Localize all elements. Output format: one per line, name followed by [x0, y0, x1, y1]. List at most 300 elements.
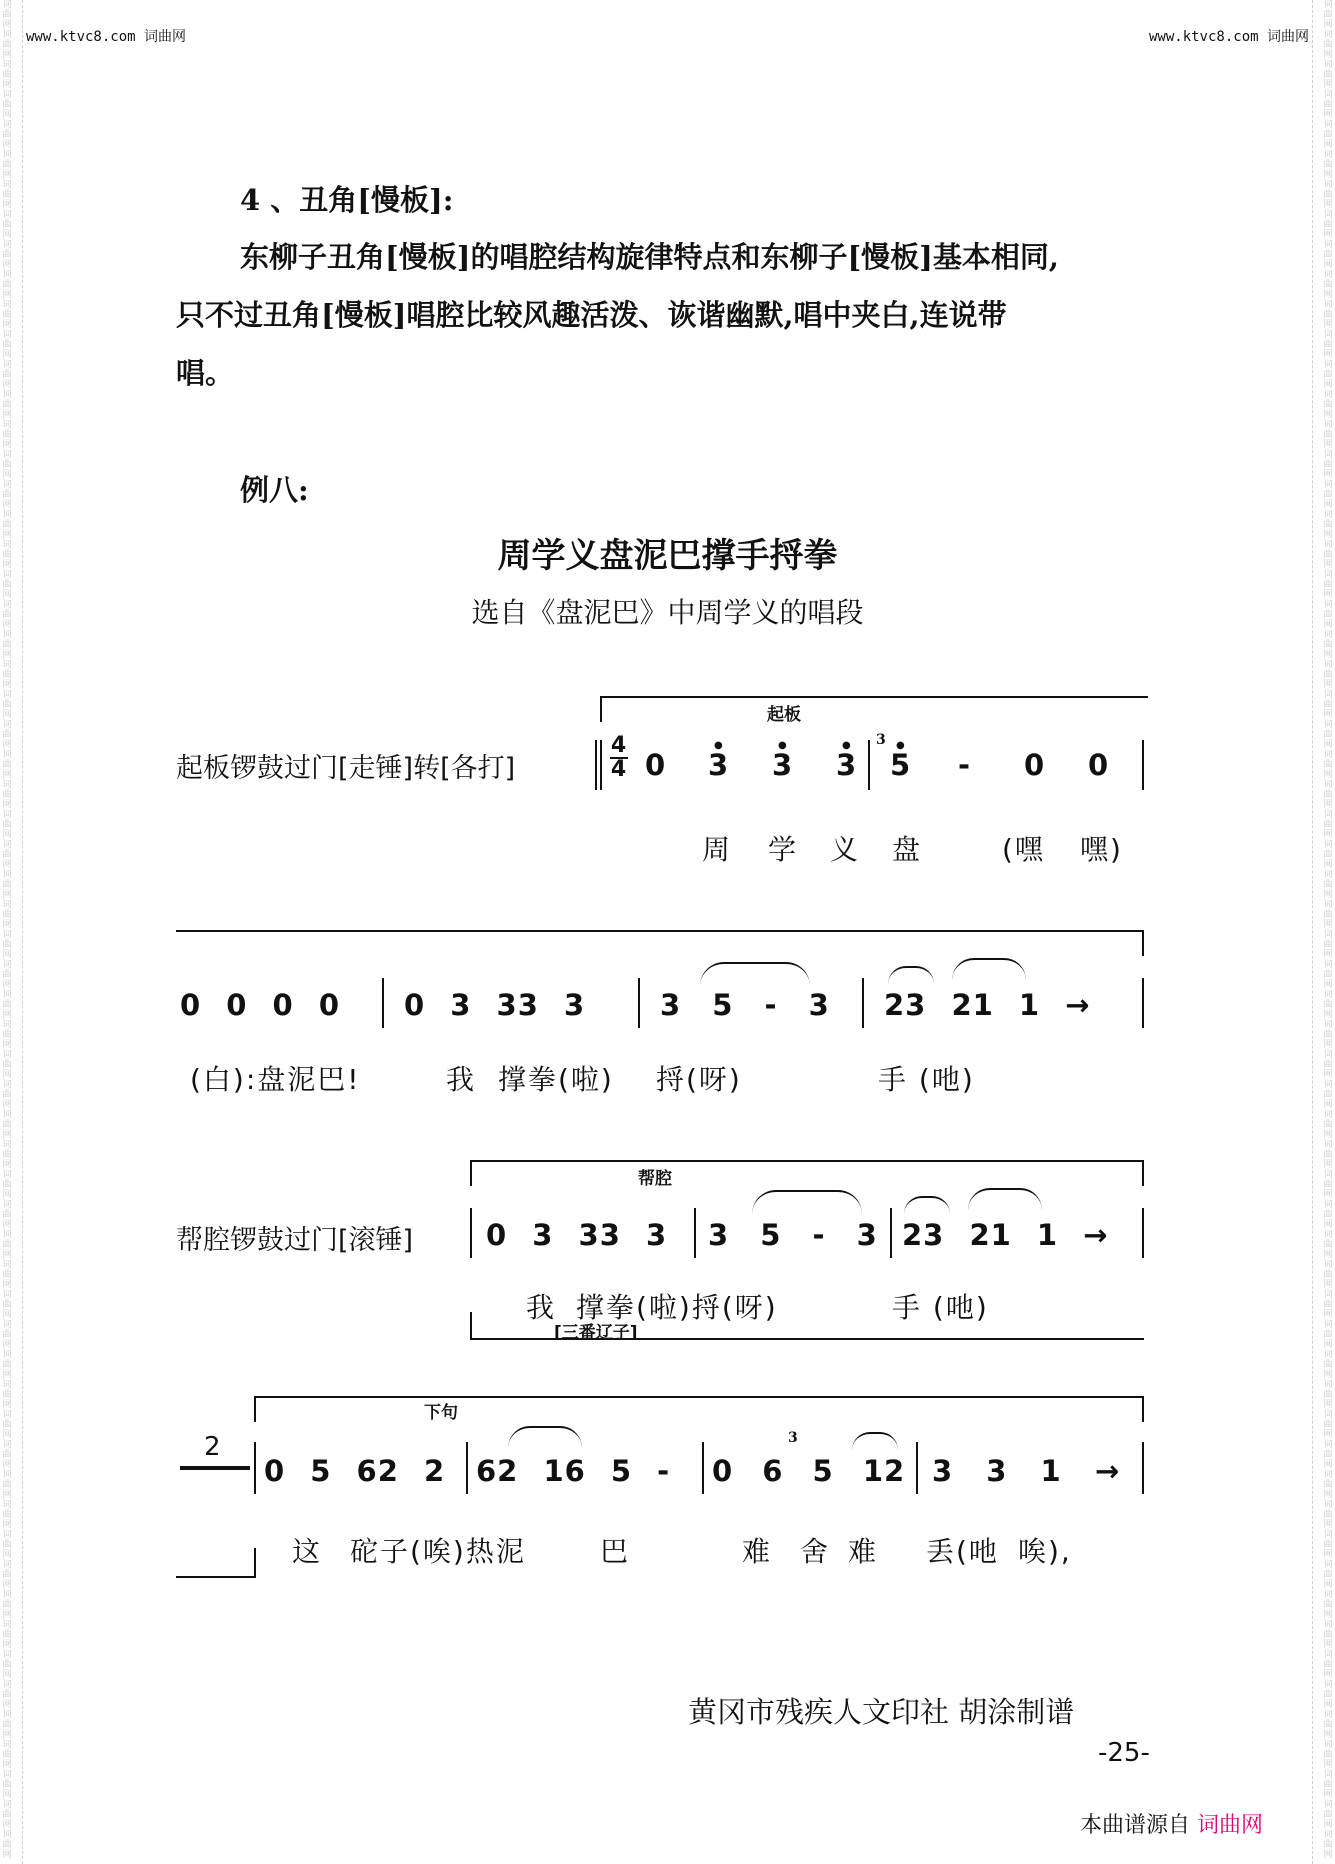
edge-watermark-char: 网 [2, 1580, 12, 1590]
edge-watermark-char: 词 [2, 990, 12, 1000]
example-label: 例八: [240, 473, 309, 507]
edge-watermark-char: 曲 [2, 310, 12, 320]
edge-watermark-char: 网 [1323, 1160, 1333, 1170]
source-note[interactable] [1080, 1808, 1263, 1839]
edge-watermark-char: 词 [1323, 210, 1333, 220]
edge-watermark-char: 词 [2, 1470, 12, 1480]
edge-watermark-char: 词 [1323, 300, 1333, 310]
edge-watermark-char: 网 [1323, 680, 1333, 690]
edge-watermark-char: 词 [1323, 420, 1333, 430]
section-marker: 下句 [424, 1403, 458, 1423]
edge-watermark-char: 曲 [1323, 370, 1333, 380]
edge-watermark-char: 曲 [1323, 700, 1333, 710]
piece-title: 周学义盘泥巴撑手捋拳 [497, 536, 838, 576]
edge-watermark-char: 网 [1323, 290, 1333, 300]
edge-watermark-char: 词 [1323, 840, 1333, 850]
slur [752, 1190, 862, 1214]
edge-watermark-char: 网 [2, 50, 12, 60]
edge-watermark-char: 词 [2, 1440, 12, 1450]
edge-watermark-char: 网 [2, 80, 12, 90]
edge-watermark-char: 网 [2, 1010, 12, 1020]
edge-watermark-char: 网 [1323, 380, 1333, 390]
edge-watermark-char: 曲 [1323, 1720, 1333, 1730]
edge-watermark-char: 词 [1323, 1260, 1333, 1270]
bracket-top-line [470, 1160, 1144, 1162]
slur [700, 962, 810, 986]
edge-watermark-char: 网 [1323, 1820, 1333, 1830]
edge-watermark-char: 网 [1323, 1580, 1333, 1590]
edge-watermark-char: 曲 [1323, 1540, 1333, 1550]
edge-watermark-char: 曲 [1323, 670, 1333, 680]
edge-watermark-char: 曲 [1323, 100, 1333, 110]
edge-watermark-char: 网 [2, 1610, 12, 1620]
edge-watermark-char: 词 [1323, 810, 1333, 820]
edge-watermark-char: 曲 [1323, 1390, 1333, 1400]
paragraph-line-3: 唱。 [176, 356, 235, 390]
edge-watermark-char: 曲 [1323, 1000, 1333, 1010]
edge-watermark-char: 词 [2, 1650, 12, 1660]
edge-watermark-char: 曲 [2, 1540, 12, 1550]
lyric: 难 [848, 1535, 879, 1568]
slur [952, 958, 1026, 980]
lyric: (嘿 [1002, 833, 1045, 866]
measure: 3 3 1 → [932, 1454, 1121, 1488]
edge-watermark-char: 网 [2, 140, 12, 150]
edge-watermark-char: 曲 [2, 670, 12, 680]
edge-watermark-char: 词 [1323, 540, 1333, 550]
edge-watermark-char: 曲 [1323, 730, 1333, 740]
edge-watermark-char: 曲 [1323, 1630, 1333, 1640]
edge-watermark-char: 词 [2, 1770, 12, 1780]
edge-watermark-char: 网 [2, 320, 12, 330]
edge-watermark-char: 词 [1323, 990, 1333, 1000]
line-prefix: 帮腔锣鼓过门[滚锤] [176, 1225, 414, 1256]
edge-watermark-char: 曲 [2, 1060, 12, 1070]
edge-watermark-char: 曲 [2, 1210, 12, 1220]
edge-watermark-char: 网 [2, 1490, 12, 1500]
edge-watermark-char: 词 [2, 1170, 12, 1180]
note: 0 [645, 748, 667, 782]
barline [470, 1208, 472, 1258]
edge-watermark-char: 曲 [1323, 1270, 1333, 1280]
bracket-bottom-line [176, 1576, 256, 1578]
edge-watermark-char: 曲 [2, 130, 12, 140]
edge-watermark-char: 网 [2, 1250, 12, 1260]
edge-watermark-char: 网 [2, 350, 12, 360]
edge-watermark-char: 曲 [1323, 310, 1333, 320]
edge-watermark-char: 网 [1323, 410, 1333, 420]
edge-watermark-char: 曲 [2, 850, 12, 860]
bracket-bottom-tick [254, 1548, 256, 1576]
edge-watermark-char: 词 [1323, 120, 1333, 130]
note: 0 [1088, 748, 1110, 782]
edge-watermark-char: 词 [1323, 1050, 1333, 1060]
edge-watermark-char: 曲 [1323, 1120, 1333, 1130]
edge-watermark-char: 网 [2, 1160, 12, 1170]
edge-watermark-char: 网 [1323, 1610, 1333, 1620]
edge-watermark-char: 网 [2, 1520, 12, 1530]
edge-watermark-char: 词 [2, 1050, 12, 1060]
edge-watermark-char: 词 [1323, 30, 1333, 40]
edge-watermark-char: 曲 [1323, 280, 1333, 290]
right-edge-watermark [1321, 0, 1335, 1864]
edge-watermark-char: 网 [2, 860, 12, 870]
edge-watermark-char: 词 [2, 660, 12, 670]
barline [916, 1442, 918, 1494]
edge-watermark-char: 网 [1323, 620, 1333, 630]
lyric: 砣子(唉)热泥 [350, 1535, 526, 1568]
barline [595, 740, 597, 790]
edge-watermark-char: 网 [1323, 650, 1333, 660]
measure: 3 5 - 3 [660, 988, 830, 1022]
edge-watermark-char: 网 [2, 1340, 12, 1350]
edge-watermark-char: 曲 [2, 1390, 12, 1400]
edge-watermark-char: 网 [2, 1220, 12, 1230]
edge-watermark-char: 词 [2, 1260, 12, 1270]
edge-watermark-char: 曲 [1323, 460, 1333, 470]
edge-watermark-char: 曲 [1323, 1060, 1333, 1070]
edge-watermark-char: 网 [1323, 320, 1333, 330]
edge-watermark-char: 网 [1323, 140, 1333, 150]
line-prefix: 起板锣鼓过门[走锤]转[各打] [176, 753, 516, 784]
edge-watermark-char: 网 [2, 1190, 12, 1200]
edge-watermark-char: 曲 [2, 430, 12, 440]
edge-watermark-char: 词 [2, 120, 12, 130]
grace-note: 3 [876, 732, 886, 748]
edge-watermark-char: 词 [2, 480, 12, 490]
time-signature-bottom: 4 [610, 757, 628, 782]
edge-watermark-char: 词 [1323, 0, 1333, 10]
edge-watermark-char: 曲 [1323, 580, 1333, 590]
octave-dot: ● [714, 740, 723, 751]
barline [1142, 978, 1144, 1028]
bracket-right-tick [1142, 1396, 1144, 1422]
barline [868, 740, 870, 790]
edge-watermark-char: 曲 [1323, 250, 1333, 260]
section-marker: 帮腔 [638, 1169, 672, 1189]
edge-watermark-char: 词 [1323, 870, 1333, 880]
barline [600, 740, 602, 790]
edge-watermark-char: 曲 [1323, 1780, 1333, 1790]
edge-watermark-char: 网 [2, 380, 12, 390]
edge-watermark-char: 网 [1323, 590, 1333, 600]
edge-watermark-char: 词 [1323, 1290, 1333, 1300]
bracket-top-line [254, 1396, 1144, 1398]
edge-watermark-char: 曲 [1323, 1600, 1333, 1610]
edge-watermark-char: 词 [1323, 1020, 1333, 1030]
edge-watermark-char: 曲 [2, 910, 12, 920]
edge-watermark-char: 词 [1323, 630, 1333, 640]
edge-watermark-char: 词 [1323, 570, 1333, 580]
edge-watermark-char: 曲 [2, 1840, 12, 1850]
octave-dot: ● [896, 740, 905, 751]
edge-watermark-char: 词 [1323, 360, 1333, 370]
edge-watermark-char: 词 [2, 870, 12, 880]
edge-watermark-char: 曲 [1323, 1210, 1333, 1220]
edge-watermark-char: 曲 [1323, 1090, 1333, 1100]
edge-watermark-char: 曲 [2, 790, 12, 800]
header-site-left[interactable]: www.ktvc8.com 词曲网 [26, 29, 187, 45]
edge-watermark-char: 网 [1323, 1340, 1333, 1350]
edge-watermark-char: 词 [2, 420, 12, 430]
edge-watermark-char: 曲 [2, 880, 12, 890]
edge-watermark-char: 词 [2, 60, 12, 70]
edge-watermark-char: 网 [1323, 980, 1333, 990]
measure: 0 3 33 3 [486, 1218, 668, 1252]
edge-watermark-char: 曲 [1323, 820, 1333, 830]
edge-watermark-char: 词 [1323, 780, 1333, 790]
edge-watermark-char: 曲 [1323, 940, 1333, 950]
measure: 0 6 5 12 [712, 1454, 906, 1488]
edge-watermark-char: 词 [2, 1560, 12, 1570]
edge-watermark-char: 网 [2, 1460, 12, 1470]
edge-watermark-char: 网 [2, 1370, 12, 1380]
edge-watermark-char: 词 [2, 1500, 12, 1510]
edge-watermark-char: 曲 [1323, 1330, 1333, 1340]
lyric: (白):盘泥巴! [190, 1063, 361, 1096]
bracket-top-line [600, 696, 1148, 698]
edge-watermark-char: 曲 [1323, 190, 1333, 200]
edge-watermark-char: 曲 [1323, 880, 1333, 890]
edge-watermark-char: 网 [1323, 740, 1333, 750]
edge-watermark-char: 网 [2, 980, 12, 990]
barline [382, 978, 384, 1028]
edge-watermark-char: 词 [2, 540, 12, 550]
edge-watermark-char: 网 [1323, 560, 1333, 570]
edge-watermark-char: 词 [1323, 1740, 1333, 1750]
edge-watermark-char: 曲 [2, 370, 12, 380]
edge-watermark-char: 网 [2, 470, 12, 480]
edge-watermark-char: 曲 [1323, 1450, 1333, 1460]
bracket-left-tick [254, 1396, 256, 1422]
edge-watermark-char: 曲 [2, 1480, 12, 1490]
edge-watermark-char: 词 [1323, 930, 1333, 940]
edge-watermark-char: 曲 [2, 700, 12, 710]
edge-watermark-char: 曲 [2, 1450, 12, 1460]
edge-watermark-char: 词 [1323, 1380, 1333, 1390]
edge-watermark-char: 曲 [1323, 1030, 1333, 1040]
edge-watermark-char: 词 [2, 240, 12, 250]
section-heading: 4 、丑角[慢板]: [240, 183, 454, 217]
edge-watermark-char: 词 [1323, 1440, 1333, 1450]
edge-watermark-char: 网 [2, 740, 12, 750]
edge-watermark-char: 曲 [1323, 1660, 1333, 1670]
edge-watermark-char: 词 [1323, 510, 1333, 520]
edge-watermark-char: 词 [2, 720, 12, 730]
edge-watermark-char: 网 [1323, 440, 1333, 450]
edge-watermark-char: 曲 [2, 1750, 12, 1760]
edge-watermark-char: 词 [1323, 390, 1333, 400]
lyric: 嘿) [1080, 833, 1123, 866]
edge-watermark-char: 网 [1323, 530, 1333, 540]
right-edge-divider [1312, 0, 1313, 1864]
edge-watermark-char: 曲 [2, 10, 12, 20]
edge-watermark-char: 曲 [2, 1180, 12, 1190]
lyric: 手 (吔) [892, 1291, 989, 1324]
edge-watermark-char: 词 [2, 1320, 12, 1330]
source-brand-link[interactable]: 词曲网 [1197, 1813, 1264, 1838]
edge-watermark-char: 曲 [1323, 490, 1333, 500]
edge-watermark-char: 词 [2, 570, 12, 580]
edge-watermark-char: 曲 [1323, 520, 1333, 530]
note: - [958, 748, 972, 782]
edge-watermark-char: 曲 [1323, 790, 1333, 800]
left-edge-watermark [0, 0, 14, 1864]
edge-watermark-char: 网 [1323, 170, 1333, 180]
edge-watermark-char: 网 [2, 620, 12, 630]
note: 3 [836, 748, 858, 782]
barline [254, 1442, 256, 1494]
edge-watermark-char: 词 [1323, 1410, 1333, 1420]
edge-watermark-char: 网 [2, 590, 12, 600]
lyric: 舍 [800, 1535, 831, 1568]
edge-watermark-char: 词 [1323, 690, 1333, 700]
lyric: 捋(呀) [656, 1063, 742, 1096]
edge-watermark-char: 曲 [1323, 550, 1333, 560]
edge-watermark-char: 曲 [2, 1330, 12, 1340]
edge-watermark-char: 曲 [2, 40, 12, 50]
edge-watermark-char: 词 [2, 1830, 12, 1840]
edge-watermark-char: 网 [2, 650, 12, 660]
edge-watermark-char: 词 [1323, 270, 1333, 280]
edge-watermark-char: 曲 [2, 190, 12, 200]
paragraph-line-2: 只不过丑角[慢板]唱腔比较风趣活泼、诙谐幽默,唱中夹白,连说带 [176, 298, 1007, 332]
edge-watermark-char: 曲 [2, 1600, 12, 1610]
edge-watermark-char: 曲 [1323, 910, 1333, 920]
measure: 0 3 33 3 [404, 988, 586, 1022]
edge-watermark-char: 网 [2, 680, 12, 690]
edge-watermark-char: 曲 [2, 1360, 12, 1370]
edge-watermark-char: 网 [1323, 1250, 1333, 1260]
edge-watermark-char: 词 [2, 180, 12, 190]
edge-watermark-char: 曲 [2, 640, 12, 650]
edge-watermark-char: 曲 [1323, 850, 1333, 860]
edge-watermark-char: 词 [2, 1380, 12, 1390]
barline [638, 978, 640, 1028]
slur [968, 1188, 1042, 1210]
edge-watermark-char: 网 [1323, 800, 1333, 810]
barline [1142, 740, 1144, 790]
edge-watermark-char: 词 [1323, 1560, 1333, 1570]
lyric: 这 [292, 1535, 323, 1568]
edge-watermark-char: 曲 [2, 520, 12, 530]
edge-watermark-char: 曲 [1323, 400, 1333, 410]
edge-watermark-char: 网 [2, 1820, 12, 1830]
edge-watermark-char: 词 [2, 1200, 12, 1210]
edge-watermark-char: 词 [2, 1680, 12, 1690]
edge-watermark-char: 词 [2, 750, 12, 760]
edge-watermark-char: 网 [2, 1850, 12, 1860]
time-signature [610, 735, 628, 781]
measure: 0 0 0 0 [180, 988, 341, 1022]
edge-watermark-char: 曲 [2, 250, 12, 260]
edge-watermark-char: 曲 [1323, 10, 1333, 20]
edge-watermark-char: 网 [1323, 890, 1333, 900]
edge-watermark-char: 网 [2, 710, 12, 720]
edge-watermark-char: 网 [2, 950, 12, 960]
edge-watermark-char: 词 [2, 1800, 12, 1810]
measure: 3 5 - 3 [708, 1218, 878, 1252]
edge-watermark-char: 网 [2, 230, 12, 240]
measure: 23 21 1 → [884, 988, 1091, 1022]
edge-watermark-char: 网 [1323, 1430, 1333, 1440]
edge-watermark-char: 网 [1323, 200, 1333, 210]
bracket-bottom-tick [470, 1312, 472, 1340]
edge-watermark-char: 词 [2, 1290, 12, 1300]
edge-watermark-char: 网 [1323, 1640, 1333, 1650]
edge-watermark-char: 网 [2, 1760, 12, 1770]
edge-watermark-char: 网 [2, 560, 12, 570]
note: 0 [1024, 748, 1046, 782]
edge-watermark-char: 词 [1323, 90, 1333, 100]
edge-watermark-char: 网 [1323, 710, 1333, 720]
edge-watermark-char: 曲 [2, 460, 12, 470]
edge-watermark-char: 词 [1323, 1350, 1333, 1360]
bracket-right-tick [1142, 930, 1144, 956]
edge-watermark-char: 网 [1323, 1370, 1333, 1380]
edge-watermark-char: 曲 [1323, 760, 1333, 770]
edge-watermark-char: 曲 [2, 1630, 12, 1640]
edge-watermark-char: 曲 [1323, 1360, 1333, 1370]
edge-watermark-char: 词 [2, 1020, 12, 1030]
edge-watermark-char: 网 [2, 770, 12, 780]
edge-watermark-char: 网 [2, 1040, 12, 1050]
edge-watermark-char: 词 [1323, 480, 1333, 490]
edge-watermark-char: 网 [2, 530, 12, 540]
edge-watermark-char: 曲 [2, 1570, 12, 1580]
edge-watermark-char: 词 [2, 1740, 12, 1750]
edge-watermark-char: 网 [1323, 920, 1333, 930]
edge-watermark-char: 曲 [1323, 1480, 1333, 1490]
paragraph-line-1: 东柳子丑角[慢板]的唱腔结构旋律特点和东柳子[慢板]基本相同, [240, 240, 1059, 274]
source-prefix: 本曲谱源自 [1080, 1813, 1191, 1838]
edge-watermark-char: 网 [1323, 1490, 1333, 1500]
edge-watermark-char: 词 [2, 1230, 12, 1240]
edge-watermark-char: 词 [2, 1350, 12, 1360]
edge-watermark-char: 词 [2, 390, 12, 400]
measure: 23 21 1 → [902, 1218, 1109, 1252]
edge-watermark-char: 词 [2, 780, 12, 790]
edge-watermark-char: 词 [1323, 60, 1333, 70]
edge-watermark-char: 网 [2, 1280, 12, 1290]
edge-watermark-char: 曲 [2, 70, 12, 80]
edge-watermark-char: 曲 [2, 100, 12, 110]
note: 3 [772, 748, 794, 782]
edge-watermark-char: 网 [1323, 1670, 1333, 1680]
edge-watermark-char: 网 [2, 800, 12, 810]
bracket-left-tick [600, 696, 602, 722]
lyric: 学 [768, 833, 799, 866]
edge-watermark-char: 词 [1323, 750, 1333, 760]
edge-watermark-char: 曲 [2, 340, 12, 350]
edge-watermark-char: 网 [2, 1670, 12, 1680]
header-site-right[interactable]: www.ktvc8.com 词曲网 [1148, 29, 1309, 45]
edge-watermark-char: 网 [1323, 1040, 1333, 1050]
bracket-label: [三番辽子] [554, 1323, 638, 1343]
repeat-line [180, 1466, 250, 1470]
edge-watermark-char: 曲 [1323, 1750, 1333, 1760]
lyric: 难 [742, 1535, 773, 1568]
edge-watermark-char: 网 [1323, 110, 1333, 120]
lyric: 丢(吔 [926, 1535, 999, 1568]
edge-watermark-char: 词 [1323, 1770, 1333, 1780]
octave-dot: ● [842, 740, 851, 751]
edge-watermark-char: 词 [2, 1080, 12, 1090]
edge-watermark-char: 词 [1323, 330, 1333, 340]
edge-watermark-char: 曲 [2, 1690, 12, 1700]
lyric: 我 [446, 1063, 477, 1096]
edge-watermark-char: 词 [2, 930, 12, 940]
